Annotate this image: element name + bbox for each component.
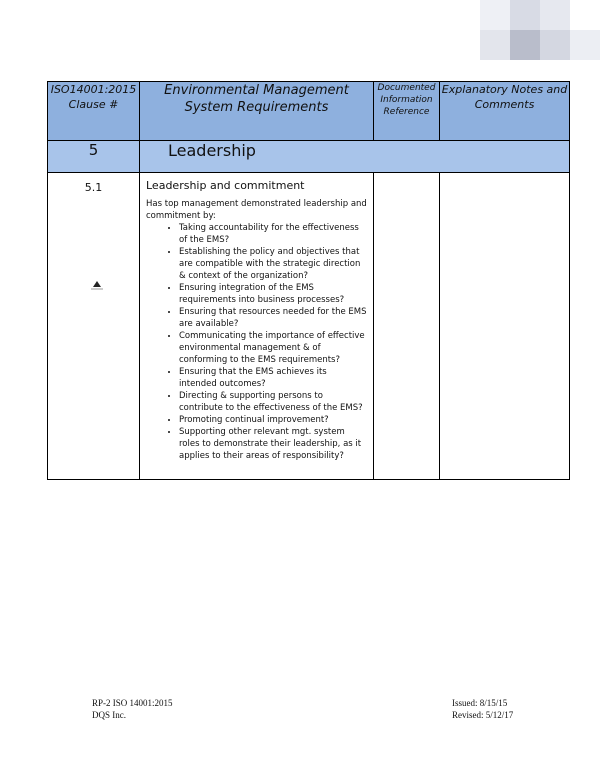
clause-title: Leadership and commitment bbox=[146, 179, 305, 192]
list-item: • Ensuring integration of the EMS requirements into business processes? bbox=[179, 282, 367, 306]
list-item: • Promoting continual improvement? bbox=[179, 414, 367, 426]
clause-number-cell bbox=[48, 173, 140, 480]
requirement-cell bbox=[140, 173, 374, 480]
requirement-list bbox=[146, 222, 367, 462]
footer-revised: Revised: 5/12/17 bbox=[452, 710, 514, 720]
list-item: • Supporting other relevant mgt. system roles to demonstrate their leadership, as it applies to their areas of responsibility? bbox=[179, 426, 367, 462]
warning-triangle-icon bbox=[90, 279, 104, 291]
section-row bbox=[48, 141, 570, 173]
section-name: Leadership bbox=[140, 141, 570, 173]
list-item: • Communicating the importance of effective environmental management & of conforming to the EMS requirements? bbox=[179, 330, 367, 366]
requirements-table bbox=[47, 81, 570, 480]
footer-issued: Issued: 8/15/15 bbox=[452, 698, 508, 708]
corner-decoration bbox=[480, 0, 510, 30]
doc-ref-cell[interactable] bbox=[374, 173, 440, 480]
clause-intro: Has top management demonstrated leadership and commitment by: bbox=[146, 199, 367, 221]
table-row bbox=[48, 173, 570, 480]
section-number: 5 bbox=[48, 141, 140, 173]
corner-decoration bbox=[570, 30, 600, 60]
corner-decoration bbox=[540, 0, 570, 30]
list-item: • Ensuring that resources needed for the EMS are available? bbox=[179, 306, 367, 330]
corner-decoration bbox=[540, 30, 570, 60]
footer-doc-id: RP-2 ISO 14001:2015 bbox=[92, 698, 173, 708]
notes-cell[interactable] bbox=[440, 173, 570, 480]
corner-decoration bbox=[480, 30, 510, 60]
footer-left bbox=[92, 697, 173, 721]
clause-number: 5.1 bbox=[84, 181, 103, 194]
corner-decoration bbox=[510, 30, 540, 60]
footer-company: DQS Inc. bbox=[92, 710, 126, 720]
header-title: Environmental Management System Requirements bbox=[140, 82, 374, 141]
header-notes: Explanatory Notes and Comments bbox=[440, 82, 570, 141]
list-item: • Directing & supporting persons to contribute to the effectiveness of the EMS? bbox=[179, 390, 367, 414]
table-header-row bbox=[48, 82, 570, 141]
list-item: • Taking accountability for the effectiveness of the EMS? bbox=[179, 222, 367, 246]
list-item: • Establishing the policy and objectives that are compatible with the strategic direction & context of the organization? bbox=[179, 246, 367, 282]
corner-decoration bbox=[510, 0, 540, 30]
header-clause: ISO14001:2015 Clause # bbox=[48, 82, 140, 141]
footer-right bbox=[452, 697, 513, 721]
header-doc-ref: Documented Information Reference bbox=[374, 82, 440, 141]
list-item: • Ensuring that the EMS achieves its intended outcomes? bbox=[179, 366, 367, 390]
